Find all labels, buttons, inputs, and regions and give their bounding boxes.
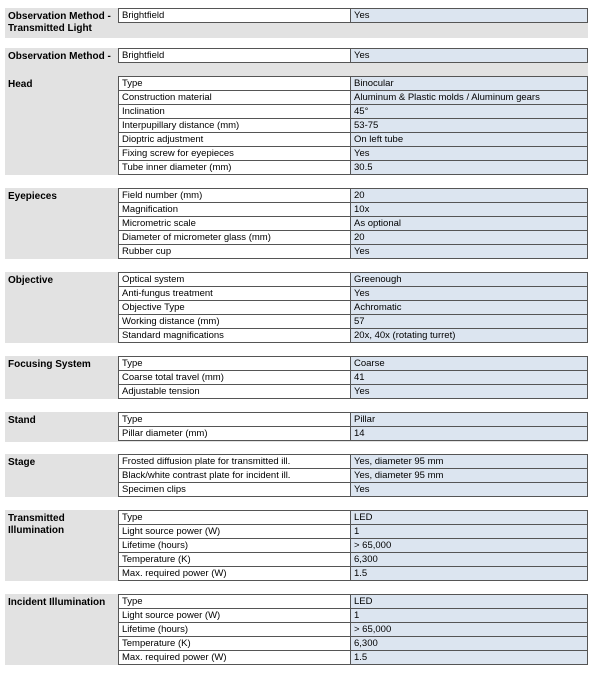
table-row (119, 189, 588, 203)
spec-label: Construction material (119, 91, 351, 105)
spec-label: Field number (mm) (119, 189, 351, 203)
spec-label: Anti-fungus treatment (119, 287, 351, 301)
spec-table (118, 272, 588, 343)
spec-value: 10x (351, 203, 588, 217)
spec-value: Greenough (351, 273, 588, 287)
spec-label: Temperature (K) (119, 553, 351, 567)
table-row (119, 105, 588, 119)
spec-label: Black/white contrast plate for incident ill. (119, 469, 351, 483)
spec-label: Max. required power (W) (119, 567, 351, 581)
table-row (119, 637, 588, 651)
spec-value: 14 (351, 427, 588, 441)
spec-label: Max. required power (W) (119, 651, 351, 665)
section-title: Head (8, 79, 33, 90)
table-row (119, 77, 588, 91)
spec-label: Specimen clips (119, 483, 351, 497)
table-row (119, 623, 588, 637)
table-row (119, 413, 588, 427)
spec-value: > 65,000 (351, 623, 588, 637)
spec-value: Yes (351, 9, 588, 23)
spec-label: Working distance (mm) (119, 315, 351, 329)
spec-table (118, 188, 588, 259)
spec-label: Standard magnifications (119, 329, 351, 343)
table-row (119, 161, 588, 175)
section-title: Stage (8, 457, 36, 468)
spec-value: LED (351, 511, 588, 525)
spec-section (5, 272, 588, 343)
spec-value: > 65,000 (351, 539, 588, 553)
spec-value: LED (351, 595, 588, 609)
section-title: Transmitted Illumination (8, 513, 65, 536)
spec-table (118, 76, 588, 175)
table-row (119, 231, 588, 245)
spec-section (5, 48, 588, 78)
spec-label: Tube inner diameter (mm) (119, 161, 351, 175)
table-row (119, 315, 588, 329)
spec-section (5, 76, 588, 175)
spec-label: Lifetime (hours) (119, 623, 351, 637)
spec-value: 20 (351, 231, 588, 245)
spec-value: 30.5 (351, 161, 588, 175)
spec-label: Objective Type (119, 301, 351, 315)
spec-label: Frosted diffusion plate for transmitted ill. (119, 455, 351, 469)
table-row (119, 385, 588, 399)
spec-label: Diameter of micrometer glass (mm) (119, 231, 351, 245)
spec-section (5, 412, 588, 442)
table-row (119, 595, 588, 609)
section-title: Eyepieces (8, 191, 57, 202)
spec-value: 53-75 (351, 119, 588, 133)
table-row (119, 133, 588, 147)
spec-table (118, 412, 588, 441)
spec-value: Yes (351, 147, 588, 161)
table-row (119, 651, 588, 665)
spec-value: Yes, diameter 95 mm (351, 469, 588, 483)
spec-value: Pillar (351, 413, 588, 427)
spec-table (118, 8, 588, 23)
spec-label: Rubber cup (119, 245, 351, 259)
spec-section (5, 454, 588, 497)
table-row (119, 525, 588, 539)
spec-label: Type (119, 595, 351, 609)
spec-value: Achromatic (351, 301, 588, 315)
spec-value: Yes (351, 245, 588, 259)
table-row (119, 483, 588, 497)
table-row (119, 553, 588, 567)
spec-value: Yes (351, 483, 588, 497)
spec-value: Yes, diameter 95 mm (351, 455, 588, 469)
section-title: Stand (8, 415, 36, 426)
table-row (119, 147, 588, 161)
table-row (119, 567, 588, 581)
table-row (119, 469, 588, 483)
table-row (119, 357, 588, 371)
spec-section (5, 594, 588, 665)
spec-table (118, 510, 588, 581)
spec-value: Aluminum & Plastic molds / Aluminum gears (351, 91, 588, 105)
spec-value: 41 (351, 371, 588, 385)
spec-value: 6,300 (351, 637, 588, 651)
spec-value: Coarse (351, 357, 588, 371)
table-row (119, 217, 588, 231)
spec-value: As optional (351, 217, 588, 231)
spec-value: Yes (351, 287, 588, 301)
section-title: Focusing System (8, 359, 91, 370)
table-row (119, 49, 588, 63)
spec-label: Type (119, 357, 351, 371)
table-row (119, 287, 588, 301)
section-title: Observation Method - (8, 51, 111, 62)
table-row (119, 455, 588, 469)
spec-value: 20 (351, 189, 588, 203)
table-row (119, 203, 588, 217)
table-row (119, 91, 588, 105)
spec-section (5, 188, 588, 259)
table-row (119, 609, 588, 623)
spec-label: Type (119, 413, 351, 427)
spec-label: Adjustable tension (119, 385, 351, 399)
spec-section (5, 356, 588, 399)
table-row (119, 119, 588, 133)
spec-label: Type (119, 77, 351, 91)
spec-value: 45° (351, 105, 588, 119)
spec-label: Inclination (119, 105, 351, 119)
table-row (119, 511, 588, 525)
spec-value: On left tube (351, 133, 588, 147)
spec-label: Pillar diameter (mm) (119, 427, 351, 441)
spec-section (5, 8, 588, 38)
table-row (119, 301, 588, 315)
table-row (119, 273, 588, 287)
spec-label: Lifetime (hours) (119, 539, 351, 553)
spec-value: 57 (351, 315, 588, 329)
spec-value: 1.5 (351, 651, 588, 665)
spec-label: Fixing screw for eyepieces (119, 147, 351, 161)
section-title: Observation Method - Transmitted Light (8, 11, 111, 34)
table-row (119, 9, 588, 23)
spec-value: Yes (351, 49, 588, 63)
spec-value: 1.5 (351, 567, 588, 581)
spec-value: Yes (351, 385, 588, 399)
spec-label: Magnification (119, 203, 351, 217)
spec-value: 1 (351, 609, 588, 623)
spec-table (118, 356, 588, 399)
spec-label: Interpupillary distance (mm) (119, 119, 351, 133)
spec-table (118, 594, 588, 665)
spec-label: Light source power (W) (119, 525, 351, 539)
spec-label: Type (119, 511, 351, 525)
table-row (119, 245, 588, 259)
spec-label: Light source power (W) (119, 609, 351, 623)
table-row (119, 539, 588, 553)
spec-value: 20x, 40x (rotating turret) (351, 329, 588, 343)
spec-label: Micrometric scale (119, 217, 351, 231)
table-row (119, 371, 588, 385)
table-row (119, 329, 588, 343)
spec-value: 1 (351, 525, 588, 539)
spec-value: 6,300 (351, 553, 588, 567)
spec-label: Coarse total travel (mm) (119, 371, 351, 385)
spec-section (5, 510, 588, 581)
spec-table (118, 454, 588, 497)
section-title: Incident Illumination (8, 597, 106, 608)
spec-value: Binocular (351, 77, 588, 91)
spec-label: Brightfield (119, 9, 351, 23)
spec-label: Optical system (119, 273, 351, 287)
table-row (119, 427, 588, 441)
spec-label: Dioptric adjustment (119, 133, 351, 147)
spec-label: Temperature (K) (119, 637, 351, 651)
section-title: Objective (8, 275, 54, 286)
spec-label: Brightfield (119, 49, 351, 63)
spec-table (118, 48, 588, 63)
